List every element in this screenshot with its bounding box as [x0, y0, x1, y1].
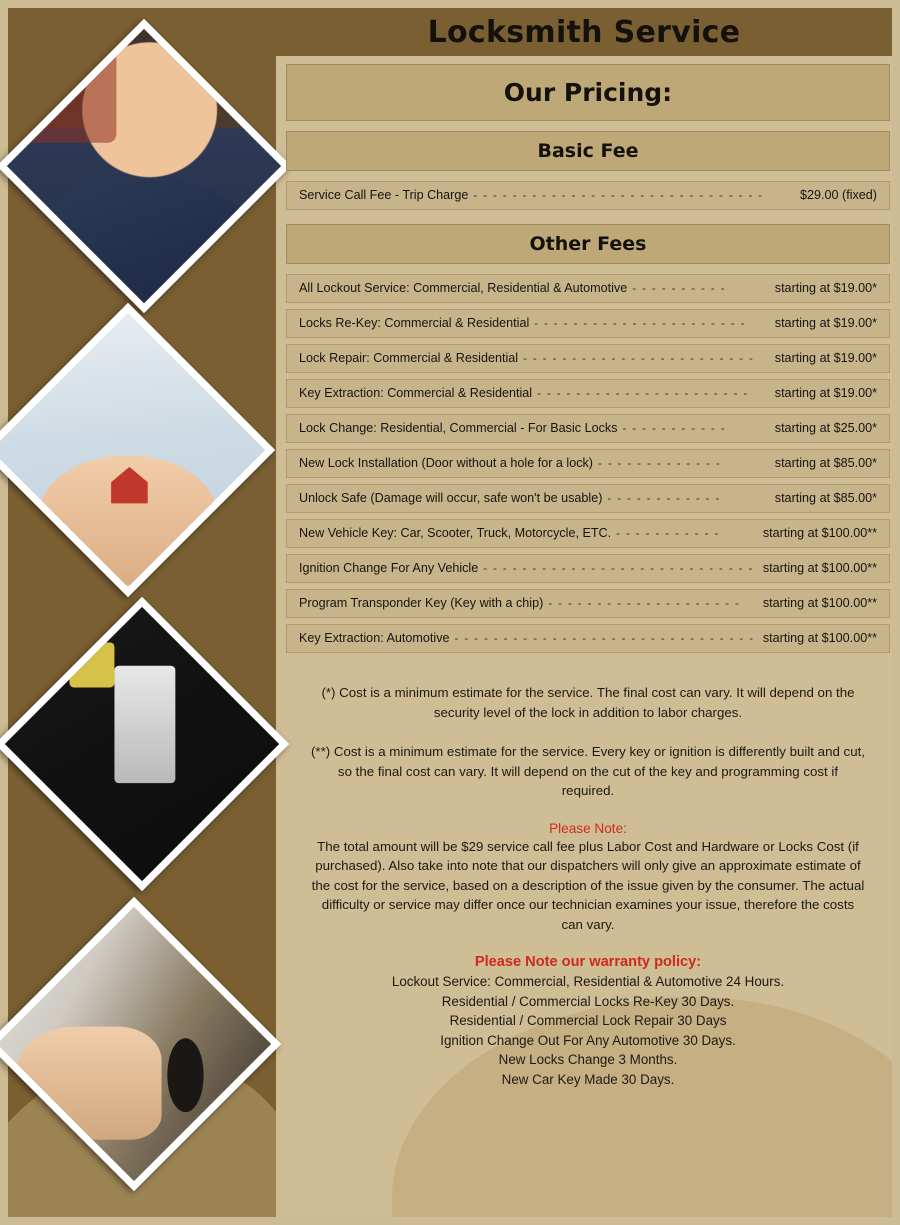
price-row-basic-fee	[286, 181, 890, 210]
other-fees-heading: Other Fees	[286, 224, 890, 264]
leader-dots: - - - - - - - - - - - - - - - - - - - - - -	[537, 388, 749, 400]
please-note-heading: Please Note:	[549, 820, 627, 836]
price-value: starting at $100.00**	[762, 561, 877, 575]
warranty-line: Residential / Commercial Locks Re-Key 30 Days.	[441, 993, 735, 1009]
price-value: starting at $19.00*	[774, 386, 877, 400]
price-label: Lock Change: Residential, Commercial - For Basic Locks	[299, 421, 618, 435]
warranty-line: New Locks Change 3 Months.	[498, 1052, 678, 1068]
price-value: starting at $100.00**	[762, 631, 877, 645]
table-row	[286, 344, 890, 373]
table-row	[286, 274, 890, 303]
pricing-content	[286, 64, 890, 1090]
page-header	[276, 8, 892, 56]
leader-dots: - - - - - - - - - - - - - - - - - - - - - - - -	[523, 353, 755, 365]
leader-dots: - - - - - - - - - - - - - - - - - - - - - - - - - - - -	[483, 563, 754, 575]
price-label: New Lock Installation (Door without a hole for a lock)	[299, 456, 593, 470]
table-row	[286, 379, 890, 408]
price-value: starting at $100.00**	[762, 526, 877, 540]
leader-dots: - - - - - - - - - - - -	[607, 493, 721, 505]
price-value: starting at $25.00*	[774, 421, 877, 435]
price-value: starting at $85.00*	[774, 456, 877, 470]
single-star-note: (*) Cost is a minimum estimate for the service. The final cost can vary. It will depend on the security level of the lock in addition to labor charges.	[321, 685, 855, 720]
leader-dots: - - - - - - - - - - - - - - - - - - - - - -	[534, 318, 746, 330]
table-row	[286, 589, 890, 618]
double-star-note: (**) Cost is a minimum estimate for the service. Every key or ignition is differently built and cut, so the final cost can vary. It will depend on the cut of the key and programming cost if required.	[310, 744, 865, 798]
pricing-heading: Our Pricing:	[286, 64, 890, 121]
price-label: Program Transponder Key (Key with a chip)	[299, 596, 544, 610]
price-value: $29.00 (fixed)	[799, 188, 877, 202]
leader-dots: - - - - - - - - - - -	[622, 423, 726, 435]
basic-fee-heading: Basic Fee	[286, 131, 890, 171]
leader-dots: - - - - - - - - - - -	[616, 528, 720, 540]
price-value: starting at $19.00*	[774, 316, 877, 330]
page-title: Locksmith Service	[427, 14, 741, 50]
price-label: New Vehicle Key: Car, Scooter, Truck, Motorcycle, ETC.	[299, 526, 612, 540]
price-value: starting at $85.00*	[774, 491, 877, 505]
table-row	[286, 309, 890, 338]
table-row	[286, 449, 890, 478]
price-label: Key Extraction: Commercial & Residential	[299, 386, 533, 400]
price-label: Lock Repair: Commercial & Residential	[299, 351, 519, 365]
table-row	[286, 414, 890, 443]
leader-dots: - - - - - - - - - - - - - - - - - - - - - - - - - - - - - -	[473, 190, 764, 202]
table-row	[286, 624, 890, 653]
price-label: Service Call Fee - Trip Charge	[299, 188, 469, 202]
leader-dots: - - - - - - - - - -	[632, 283, 726, 295]
table-row	[286, 519, 890, 548]
leader-dots: - - - - - - - - - - - - - - - - - - - -	[548, 598, 741, 610]
warranty-list	[286, 972, 890, 1090]
please-note-body: The total amount will be $29 service call fee plus Labor Cost and Hardware or Locks Cost (if purchased). Also take into note that our dispatchers will only give an approximate estimate of the cost for the service, based on a description of the issue given by the consumer. The actual difficulty or service may differ once our technician examines your issue, therefore the costs can vary.	[311, 838, 865, 932]
warranty-line: Residential / Commercial Lock Repair 30 Days	[449, 1013, 727, 1029]
price-label: Unlock Safe (Damage will occur, safe won't be usable)	[299, 491, 603, 505]
price-value: starting at $19.00*	[774, 351, 877, 365]
table-row	[286, 554, 890, 583]
leader-dots: - - - - - - - - - - - - -	[598, 458, 722, 470]
price-label: Locks Re-Key: Commercial & Residential	[299, 316, 530, 330]
warranty-heading: Please Note our warranty policy:	[474, 954, 702, 970]
price-label: Key Extraction: Automotive	[299, 631, 450, 645]
leader-dots: - - - - - - - - - - - - - - - - - - - - - - - - - - - - - - -	[454, 633, 755, 645]
price-label: All Lockout Service: Commercial, Residential & Automotive	[299, 281, 628, 295]
warranty-line: New Car Key Made 30 Days.	[501, 1071, 675, 1087]
warranty-line: Lockout Service: Commercial, Residential & Automotive 24 Hours.	[391, 974, 785, 989]
warranty-line: Ignition Change Out For Any Automotive 30 Days.	[440, 1032, 736, 1048]
price-value: starting at $100.00**	[762, 596, 877, 610]
table-row	[286, 484, 890, 513]
price-label: Ignition Change For Any Vehicle	[299, 561, 479, 575]
price-value: starting at $19.00*	[774, 281, 877, 295]
